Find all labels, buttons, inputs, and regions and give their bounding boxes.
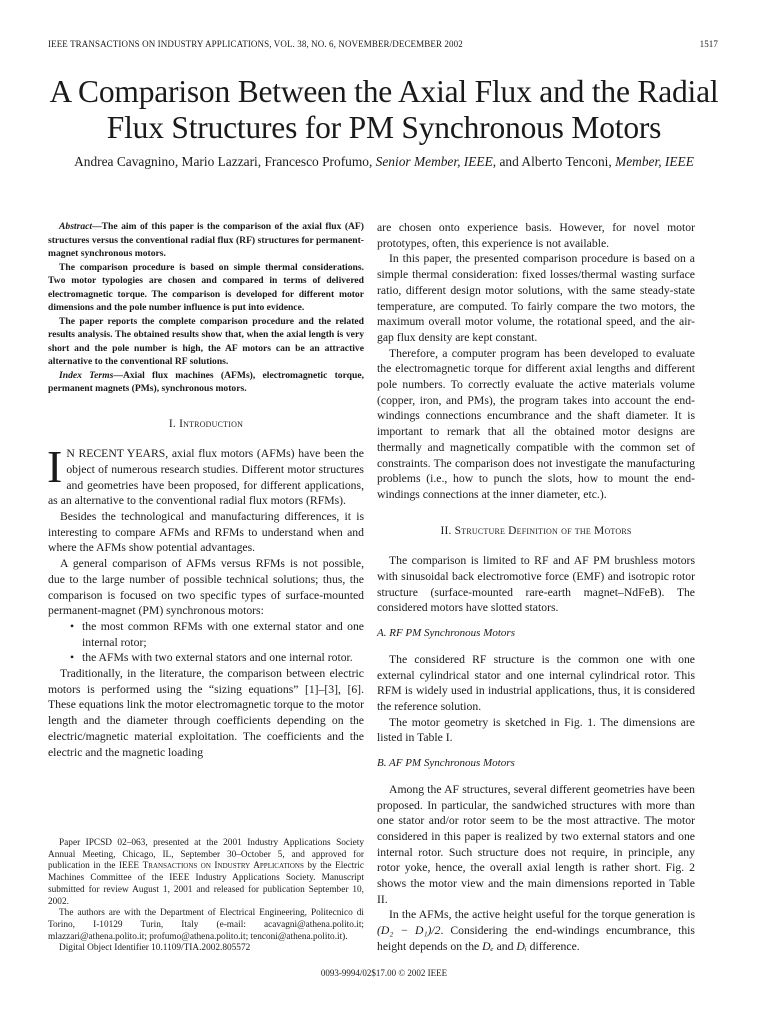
bullet-item-2: • the AFMs with two external stators and one internal rotor. [70,651,353,665]
bullet-list [48,619,364,666]
footnote-p1: Paper IPCSD 02–063, presented at the 2001 Industry Applications Society Annual Meeting, Chicago, IL, September 30–October 5, and approved for publication in the IEEE Transactions on Industry Applications by the Electric Machines Committee of the IEEE Industry Applications Society. Manuscript submitted for review August 1, 2001 and released for publication September 10, 2002. [48,838,364,907]
right-p7: Among the AF structures, several different geometries have been proposed. In particular, the sandwiched structures with more than one stator and/or rotor seem to be the most attractive. The motor considered in this paper is realized by two external stators and one internal rotor. Such structure does not require, in principle, any rotor yoke, hence, the overall axial length is rather short. Fig. 2 shows the motor view and the main dimensions reported in Table II. [377,782,695,906]
author-names: Andrea Cavagnino, Mario Lazzari, Francesco Profumo, [74,154,376,169]
author-role-1: Senior Member, IEEE [375,154,493,169]
bullet-glyph: • [70,619,75,633]
section-heading-structure: II. Structure Definition of the Motors [440,524,632,537]
abstract-p1: Abstract—The aim of this paper is the comparison of the axial flux (AF) structures versus the conventional radial flux (RF) structures for permanent-magnet synchronous motors. [48,221,364,259]
bullet-glyph: • [70,651,75,665]
author-line [30,153,738,171]
right-p8: In the AFMs, the active height useful for the torque generation is (D₂ − D₁)/2. Considering the end-windings encumbrance, this height depends on the Dₑ and Dᵢ difference. [377,908,695,953]
left-column [48,220,364,760]
intro-p1: I N RECENT YEARS, axial flux motors (AFMs) have been the object of numerous research studies. Different motor structures and geometries have been proposed, for different applications, as an alternative to the conventional radial flux motors (RFMs). [47,441,364,508]
journal-header: IEEE TRANSACTIONS ON INDUSTRY APPLICATIONS, VOL. 38, NO. 6, NOVEMBER/DECEMBER 2002 [48,39,463,49]
page-number: 1517 [699,39,718,49]
footnote-p2: The authors are with the Department of Electrical Engineering, Politecnico di Torino, I-10129 Turin, Italy (e-mail: acavagni@athena.polito.it; mlazzari@athena.polito.it; profumo@athena.polito.it; tenconi@athena.polito.it). [48,908,364,942]
right-p4: The comparison is limited to RF and AF PM brushless motors with sinusoidal back electromotive force (EMF) and isotropic rotor structure (surface-mounted rare-earth magnet–NdFeB). The considered motors have slotted stators. [377,554,695,615]
section-heading-introduction: I. Introduction [168,417,244,430]
intro-p4: Traditionally, in the literature, the comparison between electric motors is performed using the “sizing equations” [1]–[3], [6]. These equations link the motor electromagnetic torque to the motor length and the diameter through coefficients depending on the electric/magnetic material exploitation. The coefficients and the electric and the magnetic loading [48,667,364,759]
math-di: Dᵢ [516,939,527,953]
index-terms-label: Index Terms [59,369,114,381]
footnote [48,838,364,955]
abstract-p3: The paper reports the complete comparison procedure and the related results analysis. The obtained results show that, when the axial length is very short and the pole number is high, the AF motors can be an attractive alternative to the conventional RF solutions. [48,315,364,367]
author-role-2: Member, IEEE [615,154,694,169]
right-p6: The motor geometry is sketched in Fig. 1. The dimensions are listed in Table I. [377,715,695,745]
abstract [48,220,364,396]
author-join: , and Alberto Tenconi, [492,154,616,169]
copyright-footer: 0093-9994/02$17.00 © 2002 IEEE [320,968,448,978]
drop-cap: I [47,441,63,493]
running-header [48,39,720,53]
index-terms: Index Terms—Axial flux machines (AFMs), electromagnetic torque, permanent magnets (PMs), synchronous motors. [48,369,364,394]
right-p1: are chosen onto experience basis. However, for novel motor prototypes, often, this experience is not available. [377,221,695,250]
right-column [377,220,695,955]
subsection-b-heading: B. AF PM Synchronous Motors [377,757,515,770]
paper-title [30,74,738,146]
footnote-p3: Digital Object Identifier 10.1109/TIA.2002.805572 [59,943,251,954]
math-de: Dₑ [482,939,494,953]
abstract-label: Abstract [59,221,93,232]
subsection-a-heading: A. RF PM Synchronous Motors [377,627,515,640]
right-p3: Therefore, a computer program has been developed to evaluate the electromagnetic torque for different axial lengths and different pole numbers. To correctly evaluate the active materials volume (copper, iron, and PMs), the program takes into account the end-windings connections encumbrance and the shaft diameter. It is important to remark that all the obtained motor designs are thermally and magnetically compatible with the common set of constraints. The comparison does not investigate the manufacturing problems (i.e., how to punch the slots, how to mount the end-windings connections at the inner diameter, etc.). [377,346,695,501]
math-active-height: (D₂ − D₁)/2 [377,924,441,938]
intro-p2: Besides the technological and manufacturing differences, it is interesting to compare AFMs and RFMs to understand when and where the AFMs show potential advantages. [48,510,364,555]
intro-p3: A general comparison of AFMs versus RFMs is not possible, due to the large number of possible technical solutions; thus, the comparison is focused on two specific types of surface-mounted permanent-magnet (PM) synchronous motors: [48,557,364,618]
right-p2: In this paper, the presented comparison procedure is based on a simple thermal consideration: fixed losses/thermal wasting surface ratio, different design motor solutions, with the same steady-state temperature, are computed. To fairly compare the two motors, the maximum overall motor volume, the rotational speed, and the air-gap flux density are kept constant. [377,252,695,344]
title-line-1: A Comparison Between the Axial Flux and the Radial [49,74,719,109]
abstract-p2: The comparison procedure is based on simple thermal considerations. Two motor typologies are chosen and compared in terms of delivered electromagnetic torque. The comparison is developed for different motor dimensions and the pole number influence is put into evidence. [48,261,364,313]
right-p5: The considered RF structure is the common one with one external cylindrical stator and one internal cylindrical rotor. This RFM is widely used in industrial applications, thus, it is considered the reference solution. [377,652,695,713]
bullet-item-1: • the most common RFMs with one external stator and one internal rotor; [70,619,364,649]
title-line-2: Flux Structures for PM Synchronous Motors [106,110,662,145]
